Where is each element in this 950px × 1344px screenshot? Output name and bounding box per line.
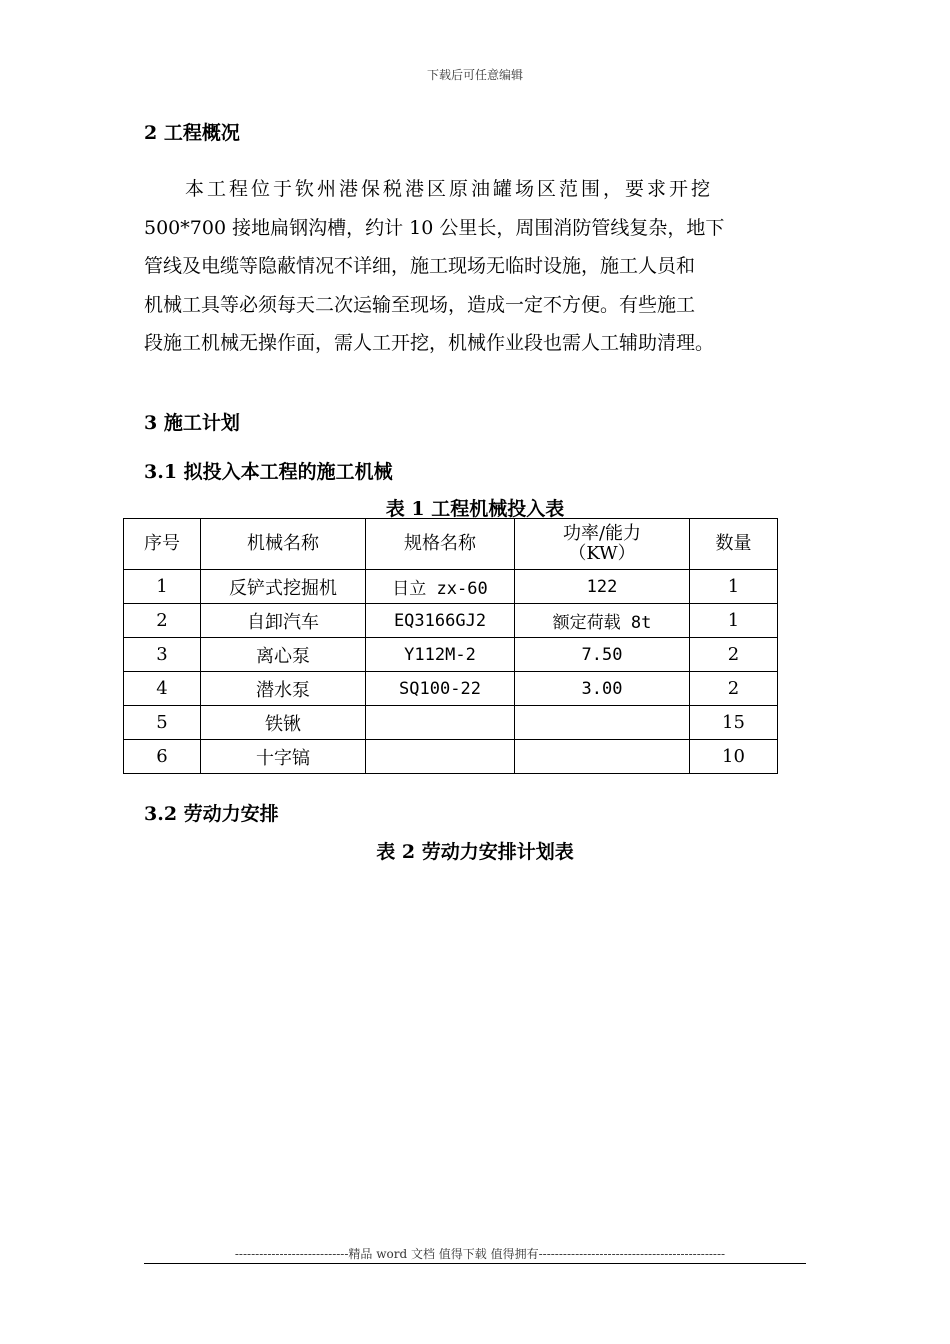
cell-no: 2 xyxy=(124,604,201,638)
cell-qty: 15 xyxy=(690,706,778,740)
cell-name: 离心泵 xyxy=(201,638,366,672)
cell-name: 十字镐 xyxy=(201,740,366,774)
paragraph-line: 500*700 接地扁钢沟槽，约计 10 公里长，周围消防管线复杂，地下 xyxy=(144,216,725,239)
paragraph-line: 本工程位于钦州港保税港区原油罐场区范围，要求开挖 xyxy=(185,178,714,200)
cell-qty: 2 xyxy=(690,638,778,672)
cell-spec xyxy=(366,740,515,774)
cell-qty: 2 xyxy=(690,672,778,706)
paragraph-line: 机械工具等必须每天二次运输至现场，造成一定不方便。有些施工 xyxy=(144,293,696,316)
paragraph-line: 段施工机械无操作面，需人工开挖，机械作业段也需人工辅助清理。 xyxy=(144,332,715,354)
cell-spec: Y112M-2 xyxy=(366,638,515,672)
header-qty: 数量 xyxy=(690,519,778,570)
cell-qty: 1 xyxy=(690,604,778,638)
table-row xyxy=(124,672,778,706)
cell-no: 3 xyxy=(124,638,201,672)
table-row xyxy=(124,570,778,604)
cell-no: 4 xyxy=(124,672,201,706)
paragraph-line: 管线及电缆等隐蔽情况不详细，施工现场无临时设施，施工人员和 xyxy=(144,255,696,277)
table-row xyxy=(124,740,778,774)
section-3-title: 3 施工计划 xyxy=(144,412,240,434)
cell-no: 6 xyxy=(124,740,201,774)
section-3-1-title: 3.1 拟投入本工程的施工机械 xyxy=(144,461,393,483)
header-name: 机械名称 xyxy=(201,519,366,570)
footer-text: ----------------------------精品 word 文档 值得下载 值得拥有---------------------------------------------- xyxy=(234,1247,726,1261)
cell-power: 3.00 xyxy=(515,672,690,706)
section-3-2-title: 3.2 劳动力安排 xyxy=(144,803,279,825)
cell-power xyxy=(515,706,690,740)
footer-rule xyxy=(144,1263,806,1264)
table-1-caption: 表 1 工程机械投入表 xyxy=(385,498,565,520)
header-no: 序号 xyxy=(124,519,201,570)
machinery-table xyxy=(123,518,778,774)
table-header-row xyxy=(124,519,778,570)
section-2-paragraph xyxy=(144,170,824,363)
header-power-line2: （KW） xyxy=(568,543,636,564)
section-2-title: 2 工程概况 xyxy=(144,122,240,144)
table-row xyxy=(124,604,778,638)
cell-name: 自卸汽车 xyxy=(201,604,366,638)
cell-power: 122 xyxy=(515,570,690,604)
header-power xyxy=(515,519,690,570)
header-note: 下载后可任意编辑 xyxy=(426,68,523,82)
cell-spec xyxy=(366,706,515,740)
table-2-caption: 表 2 劳动力安排计划表 xyxy=(376,841,574,863)
cell-power: 额定荷载 8t xyxy=(515,604,690,638)
cell-name: 潜水泵 xyxy=(201,672,366,706)
cell-name: 反铲式挖掘机 xyxy=(201,570,366,604)
header-spec: 规格名称 xyxy=(366,519,515,570)
cell-no: 5 xyxy=(124,706,201,740)
cell-power: 7.50 xyxy=(515,638,690,672)
table-row xyxy=(124,638,778,672)
table-row xyxy=(124,706,778,740)
cell-name: 铁锹 xyxy=(201,706,366,740)
cell-qty: 10 xyxy=(690,740,778,774)
cell-no: 1 xyxy=(124,570,201,604)
cell-spec: SQ100-22 xyxy=(366,672,515,706)
cell-power xyxy=(515,740,690,774)
header-power-line1: 功率/能力 xyxy=(562,523,642,544)
cell-qty: 1 xyxy=(690,570,778,604)
cell-spec: 日立 zx-60 xyxy=(366,570,515,604)
cell-spec: EQ3166GJ2 xyxy=(366,604,515,638)
